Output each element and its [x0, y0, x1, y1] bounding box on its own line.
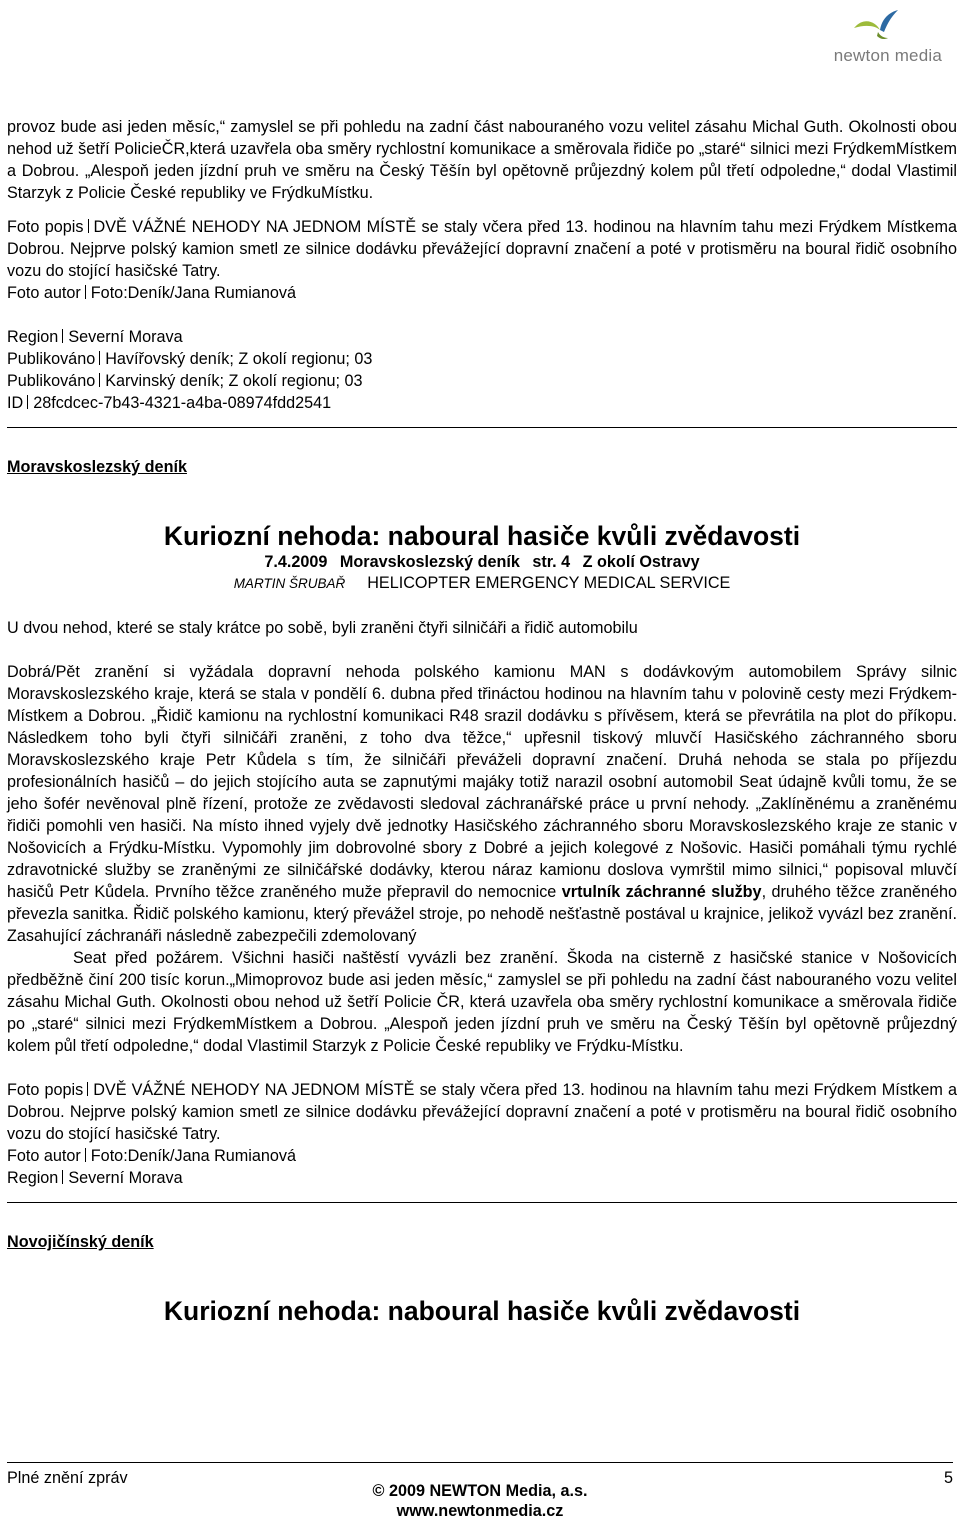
- footer-url: www.newtonmedia.cz: [396, 1502, 564, 1520]
- region-line: [7, 1167, 957, 1189]
- body-bold-text: vrtulník záchranné služby: [561, 883, 762, 901]
- divider: [7, 1202, 957, 1203]
- caption-text: DVĚ VÁŽNÉ NEHODY NA JEDNOM MÍSTĚ se staly včera před 13. hodinou na hlavním tahu mezi Frýdkem Místkema Dobrou. Nejprve polský kamion smetl ze silnice dodávku převážející dopravní značení a poté v protisměru na boural řidič osobního vozu do stojící hasičské Tatry.: [7, 218, 957, 280]
- region-text: Severní Morava: [68, 328, 183, 346]
- divider: [7, 427, 957, 428]
- region-line: [7, 326, 957, 348]
- article-authorline: [7, 572, 957, 595]
- footer-copyright: [7, 1481, 953, 1521]
- article-page: str. 4: [532, 553, 571, 571]
- id-line: [7, 392, 957, 414]
- body-text: Dobrá/Pět zranění si vyžádala dopravní nehoda polského kamionu MAN s dodávkovým automobilem Správy silnic Moravskoslezského kraje, která se stala v pondělí 6. dubna před třináctou hodinou na hlavním tahu v polovině cesty mezi Frýdkem-Místkem a Dobrou. „Řidič kamionu na rychlostní komunikaci R48 srazil dodávku s přívěsem, která se převrátila na plot do příkopu. Následkem toho byli čtyři silničáři zraněni, z toho dva těžce,“ upřesnil tiskový mluvčí Hasičského záchranného sboru Moravskoslezského kraje Petr Kůdela s tím, že silničáři převáželi dopravní značení. Druhá nehoda se stala po příjezdu profesionálních hasičů – do jejich stojícího auta se zapnutými majáky totiž narazil osobní automobil Seat údajně kvůli tomu, že se jeho šofér nevěnoval plně řízení, protože ze zvědavosti sledoval záchranářské práce u první nehody. „Zaklíněnému a zraněnému řidiči pomohli ven hasiči. Na místo ihned vyjely dvě jednotky Hasičského záchranného sboru Moravskoslezského kraje ze stanic v Nošovicích a Frýdku-Místku. Vypomohly jim dobrovolné sbory z Dobré a jejich kolegové z Nošovic. Hasiči pomáhali týmu rychlé zdravotnické služby se zraněnými ze silničářské dodávky, kterou náraz kamionu doslova vymrštil mimo silnici,“ popisoval mluvčí hasičů Petr Kůdela. Prvního těžce zraněného muže přepravil do nemocnice: [7, 663, 957, 901]
- photo-caption: [7, 216, 957, 282]
- newton-media-logo: [812, 6, 942, 66]
- author-label: Foto autor: [7, 1147, 81, 1165]
- published-label: Publikováno: [7, 350, 96, 368]
- published-text: Karvinský deník; Z okolí regionu; 03: [105, 372, 363, 390]
- caption-text: DVĚ VÁŽNÉ NEHODY NA JEDNOM MÍSTĚ se staly včera před 13. hodinou na hlavním tahu mezi Frýdkem Místkem a Dobrou. Nejprve polský kamion smetl ze silnice dodávku převážející dopravní značení a poté v protisměru na boural řidič osobního vozu do stojící hasičské Tatry.: [7, 1081, 957, 1143]
- author-label: Foto autor: [7, 284, 81, 302]
- article-date: 7.4.2009: [264, 553, 328, 571]
- page-footer: [7, 1462, 953, 1521]
- article-lead: U dvou nehod, které se staly krátce po sobě, byli zraněni čtyři silničáři a řidič automobilu: [7, 619, 638, 637]
- page-number: 5: [943, 1469, 953, 1487]
- bird-icon: [850, 6, 900, 44]
- article-paper: Moravskoslezský deník: [339, 553, 520, 571]
- page-content: [7, 116, 957, 1327]
- published-text: Havířovský deník; Z okolí regionu; 03: [105, 350, 373, 368]
- published-label: Publikováno: [7, 372, 96, 390]
- source-name: Novojičínský deník: [7, 1233, 154, 1251]
- id-text: 28fcdcec-7b43-4321-a4ba-08974fdd2541: [33, 394, 332, 412]
- author-text: Foto:Deník/Jana Rumianová: [90, 284, 296, 302]
- photo-author: [7, 1145, 957, 1167]
- region-label: Region: [7, 1169, 59, 1187]
- photo-caption: [7, 1079, 957, 1145]
- source-name: Moravskoslezský deník: [7, 458, 187, 476]
- article-rubric: Z okolí Ostravy: [582, 553, 700, 571]
- caption-label: Foto popis: [7, 1081, 84, 1099]
- logo-text: newton media: [833, 46, 942, 65]
- region-label: Region: [7, 328, 59, 346]
- article-author: MARTIN ŠRUBAŘ: [233, 576, 346, 591]
- article-paragraph: provoz bude asi jeden měsíc,“ zamyslel se při pohledu na zadní část nabouraného vozu velitel zásahu Michal Guth. Okolnosti obou nehod už šetří PolicieČR,která uzavřela oba směry rychlostní komunikace a směrovala řidiče po „staré“ silnici mezi FrýdkemMístkem a Dobrou. „Alespoň jeden jízdní pruh ve směru na Český Těšín byl opětovně průjezdný kolem půl třetí odpoledne,“ dodal Vlastimil Starzyk z Policie České republiky ve FrýdkuMístku.: [7, 118, 957, 202]
- article-headline: Kuriozní nehoda: naboural hasiče kvůli zvědavosti: [163, 1296, 801, 1326]
- article-dateline: [7, 552, 957, 572]
- body-text: , druhého těžce zraněného převezla sanitka. Řidič polského kamionu, který převážel stroje, po nehodě nešťastně postával u krajnice, jelikož vyvázl bez zranění. Zasahující záchranáři následně zabezpečili zdemolovaný: [7, 883, 957, 945]
- photo-author: [7, 282, 957, 304]
- article-keyword: HELICOPTER EMERGENCY MEDICAL SERVICE: [367, 574, 731, 592]
- published-line: [7, 348, 957, 370]
- author-text: Foto:Deník/Jana Rumianová: [90, 1147, 296, 1165]
- id-label: ID: [7, 394, 24, 412]
- article-headline: Kuriozní nehoda: naboural hasiče kvůli zvědavosti: [163, 521, 801, 551]
- region-text: Severní Morava: [68, 1169, 183, 1187]
- article-body: [7, 661, 957, 947]
- footer-title: Plné znění zpráv: [7, 1469, 128, 1487]
- copyright-text: © 2009 NEWTON Media, a.s.: [372, 1482, 588, 1500]
- article-body: Seat před požárem. Všichni hasiči naštěstí vyvázli bez zranění. Škoda na cisterně z hasičské stanice v Nošovicích předběžně činí 200 tisíc korun.„Mimoprovoz bude asi jeden měsíc,“ zamyslel se při pohledu na zadní část nabouraného vozu velitel zásahu Michal Guth. Okolnosti obou nehod už šetří Policie ČR, která uzavřela oba směry rychlostní komunikace a směrovala řidiče po „staré“ silnici mezi FrýdkemMístkem a Dobrou. „Alespoň jeden jízdní pruh ve směru na Český Těšín byl opětovně průjezdný kolem půl třetí odpoledne,“ dodal Vlastimil Starzyk z Policie České republiky ve Frýdku-Místku.: [7, 949, 957, 1055]
- published-line: [7, 370, 957, 392]
- caption-label: Foto popis: [7, 218, 84, 236]
